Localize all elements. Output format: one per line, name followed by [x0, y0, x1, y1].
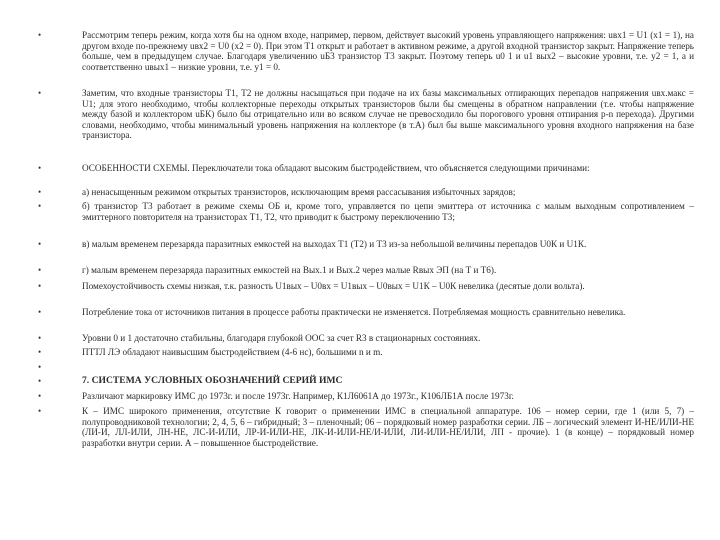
bullet-icon: • — [38, 201, 42, 211]
paragraph-text: Уровни 0 и 1 достаточно стабильны, благодаря глубокой ООС за счет R3 в стационарных состояниях. — [82, 333, 481, 343]
paragraph-text: Потребление тока от источников питания в процессе работы практически не изменяется. Потребляемая мощность сравнительно невелика. — [82, 307, 626, 317]
paragraph-text: г) малым временем перезаряда паразитных емкостей на Вых.1 и Вых.2 через малые Rвых ЭП (на Т и Т6). — [82, 265, 497, 275]
bullet-icon: • — [38, 30, 42, 40]
paragraph-text: а) ненасыщенным режимом открытых транзисторов, исключающим время рассасывания избыточных зарядов; — [82, 187, 516, 197]
bullet-icon: • — [38, 391, 42, 401]
bullet-icon: • — [38, 333, 42, 343]
paragraph-text: К – ИМС широкого применения, отсутствие К говорит о применении ИМС в специальной аппаратуре. 106 – номер серии, где 1 (или 5, 7) – полупроводниковой технологии; 2, 4, 5, 6 – гибридный; 3 – пленочный; 06 – порядковый номер разработки серии. ЛБ – логический элемент И-НЕ/ИЛИ-НЕ (ЛИ-И, ЛЛ-ИЛИ, ЛН-НЕ, ЛС-И-ИЛИ, ЛР-И-ИЛИ-НЕ, ЛК-И-ИЛИ-НЕ/И-ИЛИ, ЛИ-ИЛИ-НЕ/ИЛИ, ЛП - прочие). 1 (в конце) – порядковый номер разработки внутри серии. А – повышенное быстродействие. — [82, 406, 694, 448]
bullet-icon: • — [38, 163, 42, 173]
bullet-icon: • — [38, 281, 42, 291]
bullet-icon: • — [38, 88, 42, 98]
paragraph-text: в) малым временем перезаряда паразитных емкостей на выходах Т1 (Т2) и Т3 из-за небольшой величины перепадов U0К и U1К. — [82, 239, 587, 249]
paragraph-text: Заметим, что входные транзисторы Т1, Т2 не должны насыщаться при подаче на их базы максимальных отпирающих перепадов напряжения uвх.макс = U1; для этого необходимо, чтобы коллекторные переходы открытых транзисторов были бы смещены в обратном направлении (т.е. чтобы напряжение между базой и коллектором uБК) было бы отрицательно или во всяком случае не превосходило бы порогового уровня отпирания p-n перехода). Другими словами, необходимо, чтобы минимальный уровень напряжения на коллекторе (в т.А) был бы выше максимального уровня входного напряжения на базе транзистора. — [82, 88, 694, 141]
bullet-icon: • — [38, 406, 42, 416]
bullet-icon: • — [38, 187, 42, 197]
bullet-icon: • — [38, 307, 42, 317]
bullet-icon: • — [38, 347, 42, 357]
paragraph-text: ПТТЛ ЛЭ обладают наивысшим быстродействием (4-6 нс), большими n и m. — [82, 347, 383, 357]
bullet-icon: • — [38, 376, 42, 386]
bullet-icon: • — [38, 239, 42, 249]
paragraph-text: Различают маркировку ИМС до 1973г. и после 1973г. Например, К1Л6061А до 1973г., К106ЛБ1А после 1973г. — [82, 391, 514, 401]
bullet-icon: • — [38, 265, 42, 275]
paragraph-text: Рассмотрим теперь режим, когда хотя бы на одном входе, например, первом, действует высокий уровень управляющего напряжения: uвх1 = U1 (x1 = 1), на другом входе по-прежнему uвх2 = U0 (x2 = 0). При этом Т1 открыт и работает в активном режиме, а другой входной транзистор закрыт. Напряжение теперь больше, чем в предыдущем случае. Благодаря увеличению uБ3 транзистор Т3 закрыт. Поэтому теперь u0 1 и u1 вых2 – высокие уровни, т.е. y2 = 1, а и соответственно uвых1 – низкие уровни, т.е. y1 = 0. — [82, 30, 694, 72]
paragraph-text: Помехоустойчивость схемы низкая, т.к. разность U1вых – U0вх = U1вых – U0вых = U1К – U0К невелика (десятые доли вольта). — [82, 281, 585, 291]
bullet-icon: • — [38, 362, 42, 372]
paragraph-text: б) транзистор Т3 работает в режиме схемы ОБ и, кроме того, управляется по цепи эмиттера от источника с малым выходным сопротивлением – эмиттерного повторителя на транзисторах Т1, Т2, что приводит к быстрому переключению Т3; — [82, 201, 694, 222]
paragraph-text: ОСОБЕННОСТИ СХЕМЫ. Переключатели тока обладают высоким быстродействием, что объясняется следующими причинами: — [82, 163, 590, 173]
section-heading: 7. СИСТЕМА УСЛОВНЫХ ОБОЗНАЧЕНИЙ СЕРИЙ ИМС — [82, 375, 343, 386]
